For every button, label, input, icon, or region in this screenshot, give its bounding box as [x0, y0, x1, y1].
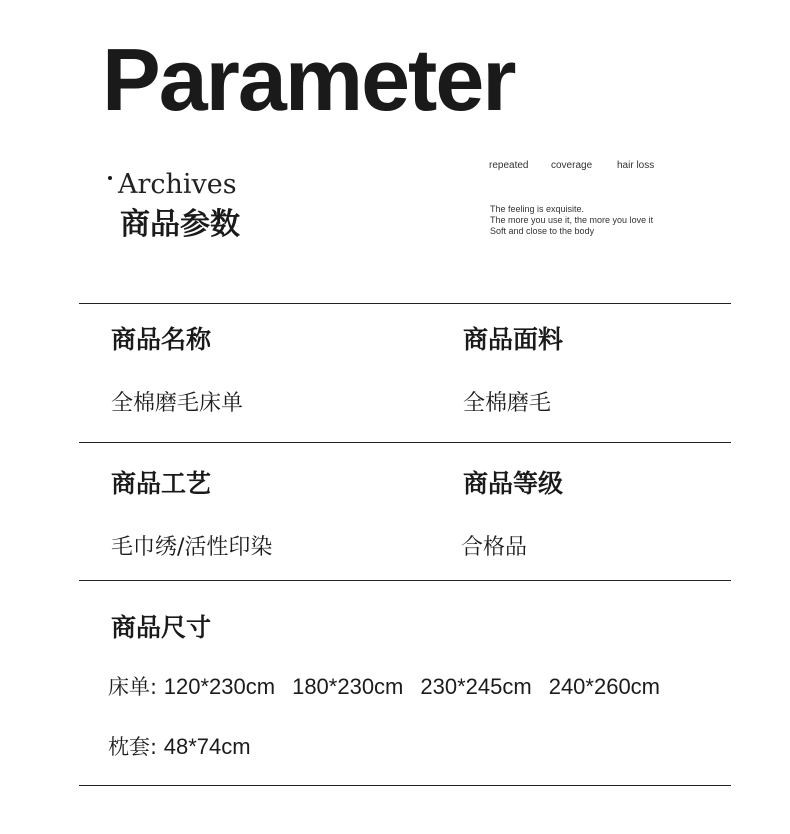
- pillow-size-row: [108, 732, 251, 762]
- tag-hair-loss: hair loss: [617, 160, 655, 171]
- product-name-value: 全棉磨毛床单: [111, 391, 244, 416]
- sheet-size-value: 240*260cm: [548, 674, 661, 699]
- section-subtitle: 商品参数: [120, 207, 240, 242]
- product-size-label: 商品尺寸: [111, 613, 212, 642]
- tag-coverage: coverage: [551, 160, 593, 171]
- pillow-size-value: 48*74cm: [163, 734, 251, 759]
- bullet-dot-icon: [108, 176, 112, 180]
- pillow-size-prefix: 枕套:: [108, 735, 164, 759]
- blurb-line: Soft and close to the body: [490, 226, 595, 236]
- divider: [79, 442, 731, 443]
- divider: [79, 303, 731, 304]
- product-grade-value: 合格品: [461, 535, 528, 560]
- archives-label: Archives: [118, 169, 237, 200]
- blurb-line: The more you use it, the more you love it: [490, 215, 654, 225]
- tag-repeated: repeated: [489, 160, 529, 171]
- product-craft-value: 毛巾绣/活性印染: [111, 535, 273, 560]
- product-name-label: 商品名称: [111, 325, 212, 354]
- sheet-size-value: 180*230cm: [292, 674, 404, 699]
- divider: [79, 580, 731, 581]
- product-grade-label: 商品等级: [463, 469, 564, 498]
- sheet-size-row: [108, 672, 660, 702]
- sheet-size-value: 230*245cm: [420, 674, 532, 699]
- sheet-size-value: 120*230cm: [163, 674, 276, 699]
- product-fabric-label: 商品面料: [463, 325, 564, 354]
- product-fabric-value: 全棉磨毛: [463, 391, 552, 416]
- feature-blurb: [490, 204, 740, 237]
- page-title: Parameter: [102, 30, 515, 129]
- divider: [79, 785, 731, 786]
- product-craft-label: 商品工艺: [111, 469, 212, 498]
- sheet-size-prefix: 床单:: [108, 675, 164, 699]
- blurb-line: The feeling is exquisite.: [490, 204, 585, 214]
